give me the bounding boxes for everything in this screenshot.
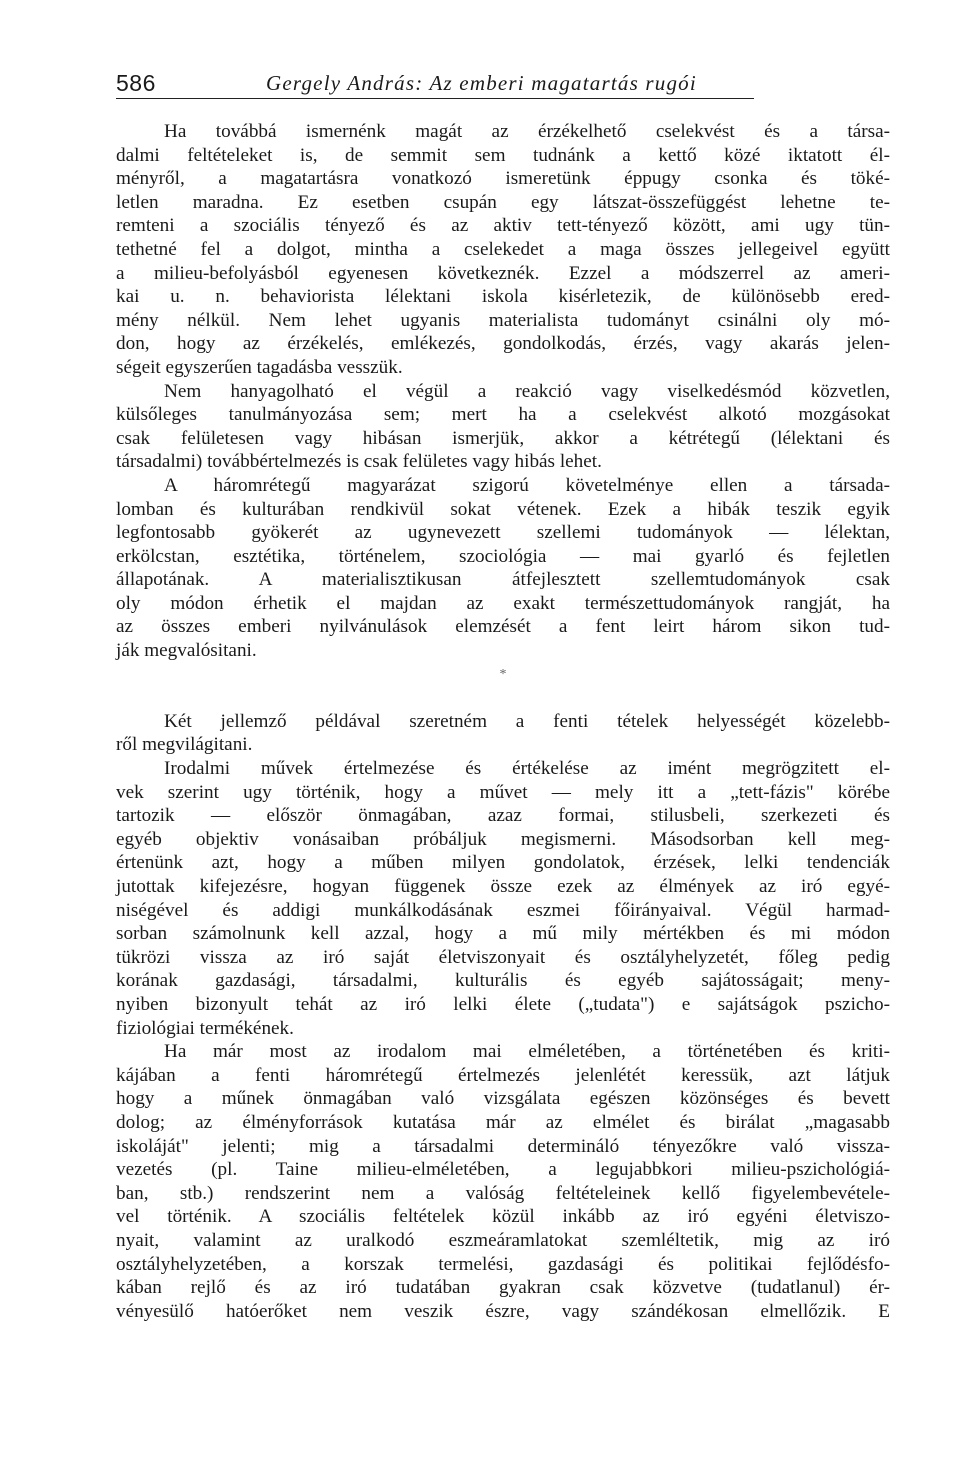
text-line: vel történik. A szociális feltételek közül inkább az iró egyéni életviszo- [116,1206,890,1228]
text-line: niségével és addigi munkálkodásának eszmei főirányaival. Végül harmad- [116,899,890,921]
text-line: letlen maradna. Ez esetben csupán egy látszat-összefüggést lehetne te- [116,191,890,213]
text-line: ről megvilágitani. [116,734,253,756]
text-line: kájában a fenti háromrétegű értelmezés jelenlétét keressük, azt látjuk [116,1064,890,1086]
text-line: mény nélkül. Nem lehet ugyanis materialista tudományt csinálni oly mó- [116,309,890,331]
text-line: társadalmi) továbbértelmezés is csak felületes vagy hibás lehet. [116,451,602,473]
text-line: kai u. n. behaviorista lélektani iskola kisérletezik, de különösebb ered- [116,286,890,308]
text-line: vezetés (pl. Taine milieu-elméletében, a legujabbkori milieu-pszichológiá- [116,1159,890,1181]
text-line: ják megvalósitani. [116,640,257,662]
text-line: külsőleges tanulmányozása sem; mert ha a cselekvést alkotó mozgásokat [116,404,890,426]
text-line: remteni a szociális tényező és az aktiv tett-tényező között, ami ugy tün- [116,215,890,237]
text-line: osztályhelyzetében, a korszak termelési, gazdasági és politikai fejlődésfo- [116,1253,890,1275]
text-line: fiziológiai termékének. [116,1017,294,1039]
text-line: korának gazdasági, társadalmi, kulturális és egyéb sajátosságait; meny- [116,970,890,992]
body-text [116,120,890,1323]
paragraph [116,474,890,663]
text-line: don, hogy az érzékelés, emlékezés, gondolkodás, érzés, vagy akarás jelen- [116,333,890,355]
text-line: hogy a műnek önmagában való vizsgálata egészen közönséges és bevett [116,1088,890,1110]
paragraph [116,120,890,380]
text-line: értenünk azt, hogy a műben milyen gondolatok, érzések, lelki tendenciák [116,852,890,874]
text-line: a milieu-befolyásból egyenesen következnék. Ezzel a módszerrel az ameri- [116,262,890,284]
blank-line [116,686,890,710]
text-line: nyait, valamint az uralkodó eszmeáramlatokat szemléltetik, mig az iró [116,1229,890,1251]
text-line: egyéb objektiv vonásaiban próbáljuk megismerni. Másodsorban kell meg- [116,828,890,850]
text-line: iskoláját" jelenti; mig a társadalmi determináló tényezőkre való vissza- [116,1135,890,1157]
text-line: tükrözi vissza az iró saját életviszonyait és osztályhelyzetét, főleg pedig [116,946,890,968]
text-line: Nem hanyagolható el végül a reakció vagy viselkedésmód közvetlen, [164,380,890,402]
text-line: vek szerint ugy történik, hogy a művet — mely itt a „tett-fázis" körébe [116,781,890,803]
page-number: 586 [116,70,156,96]
text-line: dalmi feltételeket is, de semmit sem tudnánk a kettő közé iktatott él- [116,144,890,166]
text-line: oly módon érhetik el majdan az exakt természettudományok rangját, ha [116,592,890,614]
paragraph [116,380,890,474]
text-line: lomban és kulturában rendkivül sokat vétenek. Ezek a hibák teszik egyik [116,498,890,520]
text-line: csak felületesen vagy hibásan ismerjük, akkor a kétrétegű (lélektani és [116,427,890,449]
paragraph [116,1040,890,1323]
text-line: vényesülő hatóerőket nem veszik észre, vagy szándékosan elmellőzik. E [116,1300,890,1322]
text-line: erkölcstan, esztétika, történelem, szociológia — mai gyarló és fejletlen [116,545,890,567]
text-line: tethetné fel a dolgot, mintha a cselekedet a maga összes jellegeivel együtt [116,238,890,260]
paragraph [116,757,890,1040]
text-line: kában rejlő és az iró tudatában gyakran csak közvetve (tudatlanul) ér- [116,1277,890,1299]
page-header [116,70,756,100]
text-line: tartozik — először önmagában, azaz formai, stilusbeli, szerkezeti és [116,805,890,827]
text-line: Két jellemző példával szeretném a fenti tételek helyességét közelebb- [164,710,890,732]
text-line: az összes emberi nyilvánulások elemzését a fent leirt három sikon tud- [116,616,890,638]
text-line: Irodalmi művek értelmezése és értékelése az imént megrögzitett el- [164,758,890,780]
text-line: sorban számolnunk kell azzal, hogy a mű mily mértékben és mi módon [116,923,890,945]
running-head: Gergely András: Az emberi magatartás rugói [266,71,697,95]
text-line: dolog; az élményforrások kutatása már az elmélet és birálat „magasabb [116,1111,890,1133]
text-line: Ha továbbá ismernénk magát az érzékelhető cselekvést és a társa- [164,121,890,142]
text-line: A háromrétegű magyarázat szigorú követelménye ellen a társada- [164,474,890,496]
text-line: állapotának. A materialisztikusan átfejlesztett szellemtudományok csak [116,569,890,591]
text-line: Ha már most az irodalom mai elméletében, a történetében és kriti- [164,1041,890,1063]
text-line: nyiben bizonyult tehát az iró lelki élete („tudata") e sajátságok pszicho- [116,993,890,1015]
header-rule [116,98,754,99]
text-line: ségeit egyszerűen tagadásba vesszük. [116,356,403,378]
paragraph [116,710,890,757]
text-line: jutottak kifejezésre, hogyan függenek össze ezek az élmények az iró egyé- [116,876,890,897]
text-line: ban, stb.) rendszerint nem a valóság feltételeinek kellő figyelembevétele- [116,1182,890,1204]
text-line: legfontosabb gyökerét az ugynevezett szellemi tudományok — lélektan, [116,522,890,544]
text-line: ményről, a magatartásra vonatkozó ismeretünk éppugy csonka és töké- [116,168,890,190]
section-separator: * [499,666,507,682]
